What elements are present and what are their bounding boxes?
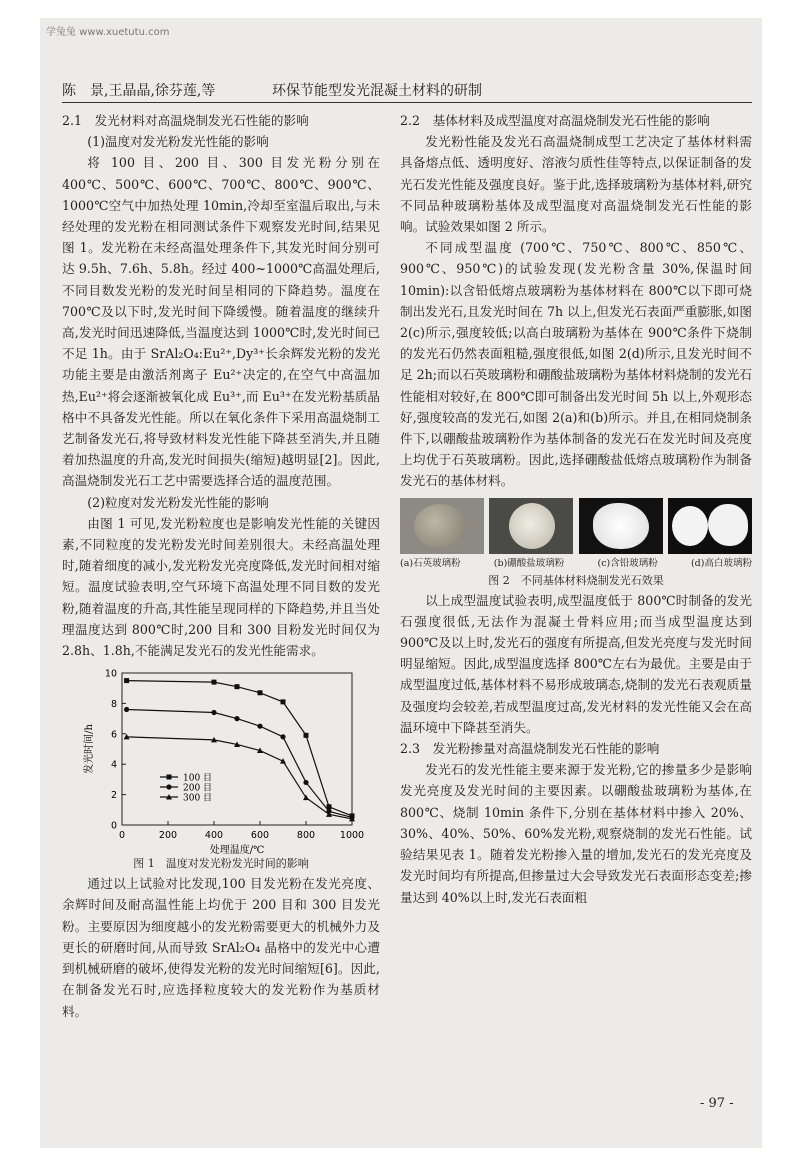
section-2-2-heading: 2.2 基体材料及成型温度对高温烧制发光石性能的影响: [400, 113, 710, 128]
section-2-1-heading: 2.1 发光材料对高温烧制发光石性能的影响: [62, 113, 309, 128]
photo-lead-glass: [579, 498, 663, 554]
x-tick-label: 0: [118, 830, 126, 842]
legend-label-1: 200 目: [183, 783, 213, 794]
paragraph-conclusion-fineness: 通过以上试验对比发现,100 目发光粉在发光亮度、余辉时间及耐高温性能上均优于 200 目和 300 目发光粉。主要原因为细度越小的发光粉需要更大的机械外力及更长的研磨时间,从而导致 SrAl₂O₄ 晶格中的发光中心遭到机械研磨的破坏,使得发光粉的发光时间缩短[6]。因此,在制备发光石时,应选择粒度较大的发光粉作为基质材料。: [62, 876, 380, 1019]
y-tick-label: 4: [110, 759, 117, 771]
figure-1-caption: 图 1 温度对发光粉发光时间的影响: [133, 857, 309, 871]
series-line-1: [127, 710, 352, 818]
photo-label-d: (d)高白玻璃粉: [690, 557, 752, 569]
figure-1-chart: [62, 665, 380, 855]
data-point-series-1: [124, 707, 129, 712]
figure-2-sublabels: [400, 556, 752, 572]
y-tick-label: 2: [110, 790, 117, 802]
data-point-series-1: [234, 716, 239, 721]
header-authors: 陈 景,王晶晶,徐芬莲,等: [62, 83, 216, 99]
y-tick-label: 0: [110, 820, 117, 832]
subheading-temperature: (1)温度对发光粉发光性能的影响: [87, 134, 269, 150]
photo-high-white-glass: [668, 498, 752, 554]
x-axis-label: 处理温度/℃: [209, 845, 265, 856]
right-column: [400, 110, 752, 908]
x-tick-label: 800: [296, 830, 316, 842]
y-axis-label: 发光时间/h: [84, 724, 95, 775]
photo-label-b: (b)硼酸盐玻璃粉: [493, 557, 565, 569]
plot-frame: [122, 673, 352, 825]
data-point-series-0: [304, 733, 309, 738]
figure-2-photos: [400, 498, 752, 554]
x-tick-label: 1000: [339, 830, 365, 842]
page-number: - 97 -: [700, 1096, 734, 1111]
legend-label-0: 100 目: [183, 773, 213, 784]
data-point-series-0: [258, 691, 263, 696]
data-point-series-2: [280, 758, 286, 764]
data-point-series-0: [124, 678, 129, 683]
left-column: [62, 110, 380, 1022]
data-point-series-1: [257, 724, 262, 729]
photo-borate-glass: [489, 498, 573, 554]
paragraph-forming-temperature: 不同成型温度 (700℃、750℃、800℃、850℃、900℃、950℃)的试验发现(发光粉含量 30%,保温时间 10min):以含铅低熔点玻璃粉为基体材料在 800℃以下即可烧制出发光石,且发光时间在 7h 以上,但发光石表面严重膨胀,如图 2(c)所示,强度较低;以高白玻璃粉为基体在 900℃条件下烧制的发光石仍然表面粗糙,强度很低,如图 2(d)所示,且发光时间不足 2h;而以石英玻璃粉和硼酸盐玻璃粉为基体材料烧制的发光石性能相对较好,在 800℃即可制备出发光时间 5h 以上,外观形态好,强度较高的发光石,如图 2(a)和(b)所示。并且,在相同烧制条件下,以硼酸盐玻璃粉作为基体制备的发光石在发光时间及亮度上均优于石英玻璃粉。因此,选择硼酸盐低熔点玻璃粉作为制备发光石的基体材料。: [400, 240, 752, 489]
x-tick-label: 400: [204, 830, 224, 842]
series-line-0: [127, 681, 352, 816]
photo-label-a: (a)石英玻璃粉: [400, 557, 461, 569]
subheading-particle-size: (2)粒度对发光粉发光性能的影响: [87, 494, 269, 510]
data-point-series-1: [280, 735, 285, 740]
x-tick-label: 200: [158, 830, 178, 842]
y-tick-label: 10: [104, 668, 117, 680]
data-point-series-1: [211, 710, 216, 715]
photo-quartz-glass: [400, 498, 484, 554]
y-tick-label: 8: [110, 699, 117, 711]
paragraph-matrix-material: 发光粉性能及发光石高温烧制成型工艺决定了基体材料需具备熔点低、透明度好、溶液匀质性佳等特点,以保证制备的发光石发光性能及强度良好。鉴于此,选择玻璃粉为基体材料,研究不同品种玻璃粉基体及成型温度对高温烧制发光石性能的影响。试验效果如图 2 所示。: [400, 134, 752, 235]
paragraph-temperature-results: 以上成型温度试验表明,成型温度低于 800℃时制备的发光石强度很低,无法作为混凝土骨料应用;而当成型温度达到 900℃及以上时,发光石的强度有所提高,但发光亮度与发光时间明显缩短。因此,成型温度选择 800℃左右为最优。主要是由于成型温度过低,基体材料不易形成玻璃态,烧制的发光石表观质量及强度均会较差,若成型温度过高,发光材料的发光性能又会在高温环境中下降甚至消失。: [400, 592, 752, 735]
header-title: 环保节能型发光混凝土材料的研制: [272, 83, 482, 99]
legend-label-2: 300 目: [183, 793, 213, 804]
data-point-series-0: [235, 684, 240, 689]
data-point-series-2: [303, 795, 309, 801]
paragraph-temperature: 将 100 目、200 目、300 目发光粉分别在 400℃、500℃、600℃、700℃、800℃、900℃、1000℃空气中加热处理 10min,冷却至室温后取出,与未经处理的发光粉在相同测试条件下观察发光时间,结果见图 1。发光粉在未经高温处理条件下,其发光时间分别可达 9.5h、7.6h、5.8h。经过 400~1000℃高温处理后,不同目数发光粉的发光时间呈相同的下降趋势。温度在 700℃及以下时,发光时间下降缓慢。随着温度的继续升高,发光时间迅速降低,当温度达到 1000℃时,发光时间已不足 1h。由于 SrAl₂O₄:Eu²⁺,Dy³⁺长余辉发光粉的发光功能主要是由激活剂离子 Eu²⁺决定的,在空气中高温加热,Eu²⁺将会逐渐被氧化成 Eu³⁺,而 Eu³⁺在发光粉基质晶格中不具备发光性能。所以在氧化条件下采用高温烧制工艺制备发光石,将导致材料发光性能下降甚至消失,并且随着加热温度的升高,发光时间损失(缩短)越明显[2]。因此,高温烧制发光石工艺中需要选择合适的温度范围。: [62, 155, 380, 489]
data-point-series-0: [281, 700, 286, 705]
y-tick-label: 6: [110, 729, 117, 741]
paragraph-particle-size: 由图 1 可见,发光粉粒度也是影响发光性能的关键因素,不同粒度的发光粉发光时间差别很大。未经高温处理时,随着细度的减小,发光粉发光亮度降低,发光时间相对缩短。温度试验表明,空气环境下高温处理不同目数的发光粉,随着温度的升高,其性能呈现同样的下降趋势,并且当处理温度达到 800℃时,200 目和 300 目粉发光时间仅为 2.8h、1.8h,不能满足发光石的发光性能需求。: [62, 515, 380, 659]
legend-marker-0: [167, 775, 172, 780]
legend-marker-1: [166, 785, 171, 790]
data-point-series-0: [212, 680, 217, 685]
data-point-series-1: [303, 780, 308, 785]
line-chart: [62, 665, 380, 855]
paragraph-dosage: 发光石的发光性能主要来源于发光粉,它的掺量多少是影响发光亮度及发光时间的主要因素。以硼酸盐玻璃粉为基体,在 800℃、烧制 10min 条件下,分别在基体材料中掺入 20%、30%、40%、50%、60%发光粉,观察烧制的发光石性能。试验结果见表 1。随着发光粉掺入量的增加,发光石的发光亮度及发光时间均有所提高,但掺量过大会导致发光石表面形态变差;掺量达到 40%以上时,发光石表面粗: [400, 762, 752, 905]
series-line-2: [127, 737, 352, 819]
figure-2-caption: 图 2 不同基体材料烧制发光石效果: [488, 573, 664, 587]
site-watermark: 学兔兔 www.xuetutu.com: [46, 27, 170, 38]
section-2-3-heading: 2.3 发光粉掺量对高温烧制发光石性能的影响: [400, 741, 660, 757]
header-rule: [62, 102, 752, 103]
x-tick-label: 600: [250, 830, 270, 842]
photo-label-c: (c)含铅玻璃粉: [597, 557, 658, 569]
